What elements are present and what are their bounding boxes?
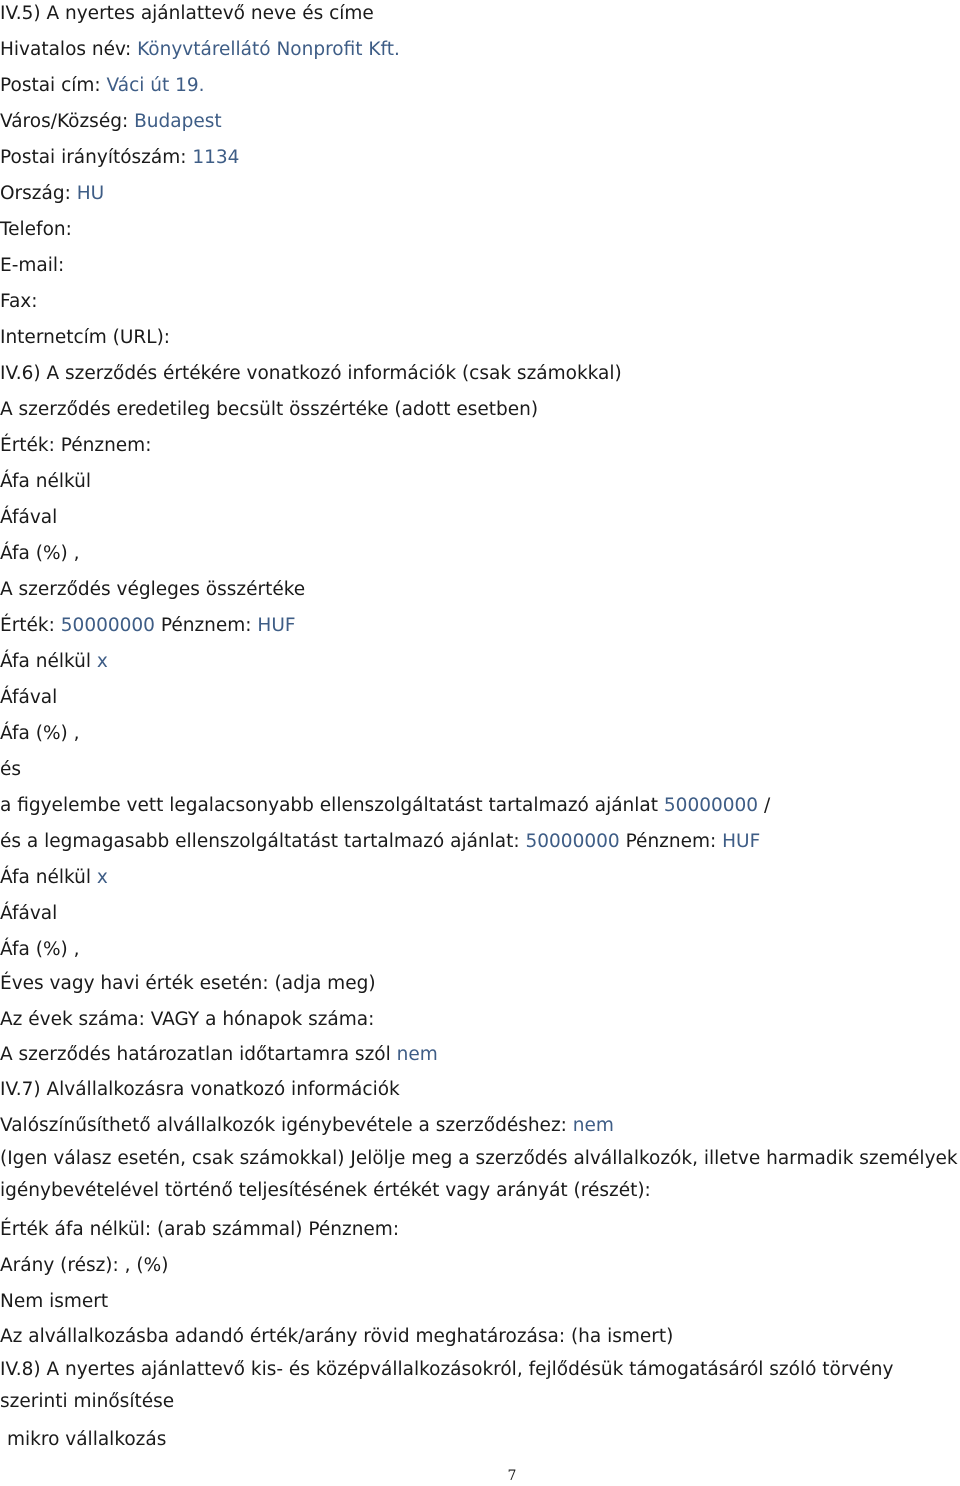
- years-months-row: Az évek száma: VAGY a hónapok száma:: [0, 1009, 375, 1030]
- city-row: Város/Község: Budapest: [0, 111, 222, 132]
- zip-value: 1134: [192, 147, 240, 168]
- range-vat-excl-row: Áfa nélkül x: [0, 867, 108, 888]
- final-vat-pct: Áfa (%) ,: [0, 723, 80, 744]
- country-row: Ország: HU: [0, 183, 105, 204]
- phone-row: Telefon:: [0, 219, 72, 240]
- lowest-offer-value: 50000000: [663, 795, 759, 816]
- section-heading-sme: IV.8) A nyertes ajánlattevő kis- és középvállalkozásokról, fejlődésük támogatásáról szóló törvény szerinti minősítése: [0, 1359, 894, 1412]
- email-row: E-mail:: [0, 255, 65, 276]
- final-value: 50000000: [60, 615, 155, 636]
- section-heading-winner: IV.5) A nyertes ajánlattevő neve és címe: [0, 3, 374, 24]
- final-vat-incl: Áfával: [0, 687, 58, 708]
- subcontract-likely-value: nem: [572, 1115, 614, 1136]
- postal-address-value: Váci út 19.: [106, 75, 205, 96]
- subcontract-ratio-row: Arány (rész): , (%): [0, 1255, 169, 1276]
- range-vat-pct: Áfa (%) ,: [0, 939, 80, 960]
- section-heading-subcontract: IV.7) Alvállalkozásra vonatkozó információk: [0, 1079, 400, 1100]
- final-vat-excl-row: Áfa nélkül x: [0, 651, 108, 672]
- annual-monthly-label: Éves vagy havi érték esetén: (adja meg): [0, 973, 376, 994]
- url-row: Internetcím (URL):: [0, 327, 171, 348]
- zip-row: Postai irányítószám: 1134: [0, 147, 240, 168]
- indefinite-row: A szerződés határozatlan időtartamra szól nem: [0, 1044, 438, 1065]
- page-number: 7: [507, 1468, 517, 1484]
- and-label: és: [0, 759, 22, 780]
- estimated-heading: A szerződés eredetileg becsült összértéke (adott esetben): [0, 399, 539, 420]
- official-name-row: Hivatalos név: Könyvtárellátó Nonprofit Kft.: [0, 39, 400, 60]
- indefinite-value: nem: [396, 1044, 438, 1065]
- official-name-value: Könyvtárellátó Nonprofit Kft.: [137, 39, 400, 60]
- highest-offer-row: és a legmagasabb ellenszolgáltatást tartalmazó ajánlat: 50000000 Pénznem: HUF: [0, 831, 761, 852]
- final-heading: A szerződés végleges összértéke: [0, 579, 306, 600]
- sme-classification: mikro vállalkozás: [7, 1429, 167, 1450]
- range-currency: HUF: [722, 831, 761, 852]
- range-vat-incl: Áfával: [0, 903, 58, 924]
- city-value: Budapest: [134, 111, 222, 132]
- fax-row: Fax:: [0, 291, 38, 312]
- subcontract-short-desc: Az alvállalkozásba adandó érték/arány rövid meghatározása: (ha ismert): [0, 1326, 674, 1347]
- section-heading-value: IV.6) A szerződés értékére vonatkozó információk (csak számokkal): [0, 363, 622, 384]
- postal-address-row: Postai cím: Váci út 19.: [0, 75, 205, 96]
- estimated-vat-excl: Áfa nélkül: [0, 471, 91, 492]
- estimated-vat-incl: Áfával: [0, 507, 58, 528]
- lowest-offer-row: a figyelembe vett legalacsonyabb ellenszolgáltatást tartalmazó ajánlat 50000000 /: [0, 795, 771, 816]
- range-vat-excl-mark: x: [96, 867, 108, 888]
- country-value: HU: [76, 183, 105, 204]
- subcontract-unknown: Nem ismert: [0, 1291, 109, 1312]
- final-currency: HUF: [257, 615, 296, 636]
- final-value-row: Érték: 50000000 Pénznem: HUF: [0, 615, 296, 636]
- subcontract-value-row: Érték áfa nélkül: (arab számmal) Pénznem:: [0, 1219, 400, 1240]
- subcontract-instruction: (Igen válasz esetén, csak számokkal) Jelölje meg a szerződés alvállalkozók, illetve harmadik személyek igénybevételével történő teljesítésének értékét vagy arányát (részét):: [0, 1148, 958, 1201]
- subcontract-likely-row: Valószínűsíthető alvállalkozók igénybevétele a szerződéshez: nem: [0, 1115, 614, 1136]
- estimated-vat-pct: Áfa (%) ,: [0, 543, 80, 564]
- final-vat-excl-mark: x: [96, 651, 108, 672]
- highest-offer-value: 50000000: [525, 831, 620, 852]
- estimated-value-row: Érték: Pénznem:: [0, 435, 152, 456]
